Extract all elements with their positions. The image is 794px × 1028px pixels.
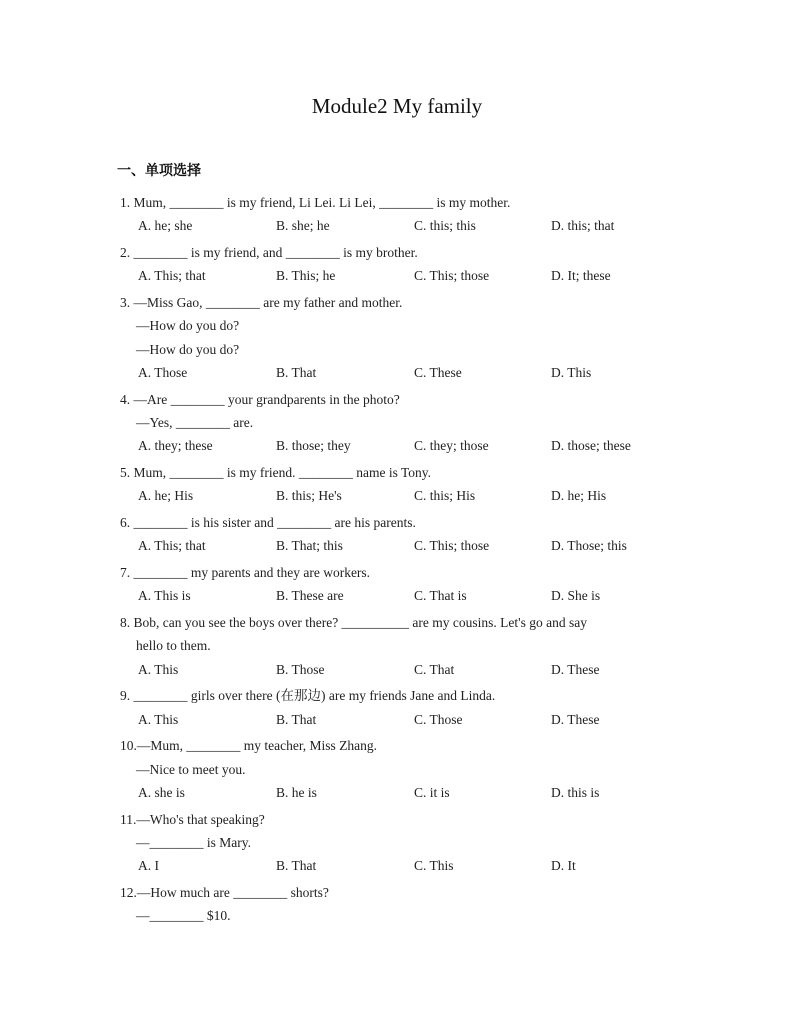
question-9 [120, 684, 700, 731]
question-continuation: —Nice to meet you. [136, 761, 246, 777]
answer-option-b[interactable]: B. These are [276, 588, 344, 604]
answer-option-c[interactable]: C. These [414, 365, 462, 381]
question-continuation: —________ is Mary. [136, 835, 251, 851]
answer-option-b[interactable]: B. this; He's [276, 488, 342, 504]
question-stem: 1. Mum, ________ is my friend, Li Lei. Li Lei, ________ is my mother. [120, 195, 511, 210]
answer-option-d[interactable]: D. These [551, 661, 600, 677]
answer-option-c[interactable]: C. this; His [414, 488, 476, 504]
question-12 [120, 881, 700, 928]
answer-options [120, 484, 700, 507]
answer-option-d[interactable]: D. These [551, 711, 600, 727]
answer-option-a[interactable]: A. This; that [138, 268, 206, 284]
question-continuation: hello to them. [136, 638, 211, 654]
answer-options [120, 708, 700, 731]
question-stem: 6. ________ is his sister and ________ are his parents. [120, 515, 416, 531]
question-stem: 5. Mum, ________ is my friend. ________ name is Tony. [120, 465, 432, 481]
answer-option-a[interactable]: A. This [138, 661, 179, 677]
question-stem: 11.—Who's that speaking? [120, 811, 265, 827]
answer-option-d[interactable]: D. Those; this [551, 538, 627, 554]
page-title: Module2 My family [311, 94, 483, 118]
question-stem: 3. —Miss Gao, ________ are my father and mother. [120, 294, 403, 310]
answer-option-a[interactable]: A. they; these [138, 438, 213, 454]
answer-option-a[interactable]: A. she is [138, 785, 185, 801]
answer-option-d[interactable]: D. This [551, 365, 592, 381]
answer-option-b[interactable]: B. he is [276, 785, 317, 801]
answer-option-b[interactable]: B. That [276, 711, 317, 727]
answer-option-c[interactable]: C. This; those [414, 538, 490, 554]
answer-options [120, 584, 700, 607]
answer-option-d[interactable]: D. She is [551, 588, 601, 604]
answer-option-a[interactable]: A. This is [138, 588, 191, 604]
answer-option-b[interactable]: B. That [276, 365, 317, 381]
answer-options [120, 361, 700, 384]
answer-option-a[interactable]: A. This [138, 711, 179, 727]
answer-option-b[interactable]: B. those; they [276, 438, 351, 454]
question-stem: 2. ________ is my friend, and ________ is my brother. [120, 244, 418, 260]
question-11 [120, 808, 700, 878]
question-continuation: —Yes, ________ are. [136, 415, 254, 431]
question-stem: 12.—How much are ________ shorts? [120, 885, 329, 900]
question-stem: 7. ________ my parents and they are workers. [120, 564, 371, 580]
answer-option-b[interactable]: B. That [276, 858, 317, 874]
answer-option-c[interactable]: C. it is [414, 785, 450, 801]
question-4 [120, 388, 700, 458]
answer-option-c[interactable]: C. That is [414, 588, 467, 604]
answer-option-d[interactable]: D. It; these [551, 268, 611, 284]
answer-options [120, 854, 700, 877]
answer-option-c[interactable]: C. they; those [414, 438, 489, 454]
question-6 [120, 511, 700, 558]
answer-option-d[interactable]: D. It [551, 858, 576, 874]
answer-options [120, 781, 700, 804]
answer-option-d[interactable]: D. he; His [551, 488, 607, 504]
section-heading: 一、单项选择 [117, 163, 201, 179]
answer-option-c[interactable]: C. Those [414, 711, 463, 727]
question-stem: 8. Bob, can you see the boys over there? __________ are my cousins. Let's go and say [120, 614, 587, 630]
answer-option-b[interactable]: B. she; he [276, 218, 330, 234]
answer-option-a[interactable]: A. Those [138, 365, 188, 381]
answer-option-d[interactable]: D. this is [551, 785, 600, 801]
answer-option-b[interactable]: B. This; he [276, 268, 336, 284]
question-continuation: —How do you do? [136, 318, 240, 334]
question-2 [120, 241, 700, 288]
answer-option-c[interactable]: C. this; this [414, 218, 476, 234]
answer-options [120, 658, 700, 681]
question-stem: 9. ________ girls over there (在那边) are my friends Jane and Linda. [120, 688, 496, 704]
answer-options [120, 264, 700, 287]
answer-option-c[interactable]: C. That [414, 661, 455, 677]
question-continuation: —How do you do? [136, 341, 240, 357]
answer-options [120, 214, 700, 237]
question-1 [120, 191, 700, 238]
question-stem: 4. —Are ________ your grandparents in the photo? [120, 391, 400, 407]
answer-option-d[interactable]: D. those; these [551, 438, 631, 454]
question-7 [120, 561, 700, 608]
question-5 [120, 461, 700, 508]
question-stem: 10.—Mum, ________ my teacher, Miss Zhang. [120, 738, 378, 754]
answer-option-a[interactable]: A. This; that [138, 538, 206, 554]
question-8 [120, 611, 700, 681]
answer-option-b[interactable]: B. Those [276, 661, 325, 677]
question-3 [120, 291, 700, 385]
answer-options [120, 434, 700, 457]
answer-option-a[interactable]: A. I [138, 858, 159, 874]
answer-options [120, 534, 700, 557]
answer-option-a[interactable]: A. he; His [138, 488, 194, 504]
answer-option-c[interactable]: C. This; those [414, 268, 490, 284]
question-10 [120, 734, 700, 804]
question-continuation: —________ $10. [136, 908, 231, 924]
answer-option-a[interactable]: A. he; she [138, 218, 193, 234]
answer-option-b[interactable]: B. That; this [276, 538, 343, 554]
answer-option-c[interactable]: C. This [414, 858, 454, 874]
question-list [120, 191, 700, 931]
answer-option-d[interactable]: D. this; that [551, 218, 615, 234]
